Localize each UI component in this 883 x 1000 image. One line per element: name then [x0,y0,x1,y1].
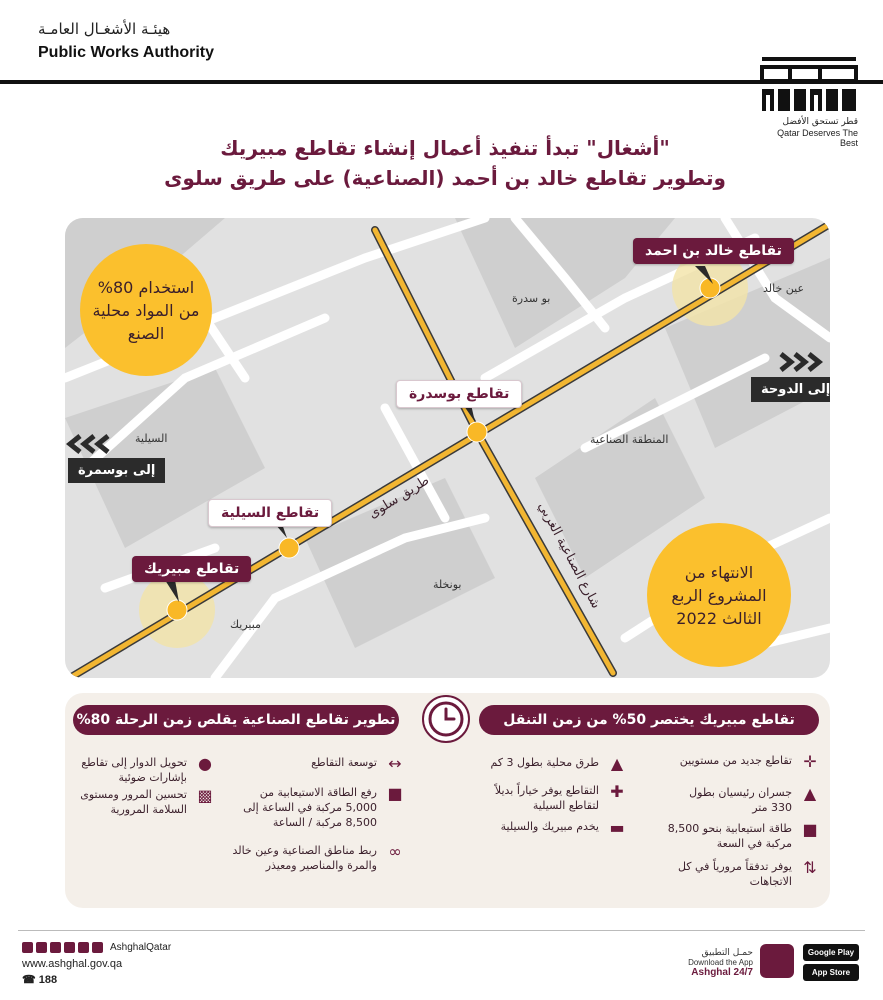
direction-doha: إلى الدوحة [751,377,830,402]
header [0,0,883,82]
info-item [665,859,820,889]
linkedin-icon[interactable] [78,942,89,953]
road-icon: ▲ [610,754,624,773]
place-ain-khaled: عين خالد [763,282,805,295]
info-item-text: توسعة التقاطع [311,756,377,769]
page-title [150,133,740,193]
interchange-dot [467,422,487,442]
phone-number: ☎ 188 [22,974,58,986]
info-item [75,755,215,785]
info-item [477,783,627,813]
info-panel [65,693,830,908]
download-arabic: حمـل التطبيق [701,948,753,958]
car-icon: ▬ [609,818,625,837]
traffic-light-icon: ● [198,754,212,773]
tag-busidra-interchange: تقاطع بوسدرة [396,380,522,408]
instagram-icon[interactable] [36,942,47,953]
chevron-right-icon [777,352,823,372]
download-english: Download the App [688,958,753,967]
local-materials-badge [80,244,212,376]
app-icon[interactable] [760,944,794,978]
interchange-dot [167,600,187,620]
youtube-icon[interactable] [92,942,103,953]
ashghal-logo-icon [760,55,858,113]
direction-abu-samra: إلى بوسمرة [68,458,165,483]
title-line-2: وتطوير تقاطع خالد بن أحمد (الصناعية) على طريق سلوى [164,166,726,190]
website-link[interactable]: www.ashghal.gov.qa [22,958,123,970]
org-name-english: Public Works Authority [38,44,215,61]
project-map [65,218,830,678]
app-name: Ashghal 24/7 [691,967,753,978]
info-item [230,843,405,873]
google-play-button[interactable]: Google Play [803,944,859,961]
app-store-button[interactable]: App Store [803,964,859,981]
place-bu-sidra: بو سدرة [512,292,551,305]
interchange-dot [279,538,299,558]
info-item [665,753,820,771]
info-item-text: يوفر تدفقاً مرورياً في كل الاتجاهات [677,860,792,888]
footer-rule [18,930,865,931]
junction-icon: ✚ [610,782,624,801]
interchange-icon: ✛ [803,752,817,771]
info-item-text: طرق محلية بطول 3 كم [490,756,599,769]
info-item [230,785,405,830]
bar-chart-icon: ▩ [197,786,213,805]
road-label-industrial-west: شارع الصناعية الغربي [534,499,604,612]
info-item-text: التقاطع يوفر خياراً بديلاً لتقاطع السيلية [494,784,599,812]
ashghal-brand [758,55,858,148]
tag-mebaireek-interchange: تقاطع مبيريك [132,556,251,582]
cars-icon: ■ [387,784,403,803]
download-app [668,948,753,978]
info-item-text: تحويل الدوار إلى تقاطع بإشارات ضوئية [81,756,187,784]
info-item [230,755,405,773]
place-sailiya: السيلية [135,432,168,445]
info-item [75,787,215,817]
info-item [477,819,627,837]
place-mebaireek: مبيريك [230,618,261,631]
tag-khalid-bin-ahmed-interchange: تقاطع خالد بن احمد [633,238,794,264]
title-line-1: "أشغال" تبدأ تنفيذ أعمال إنشاء تقاطع مبيريك [220,136,670,160]
info-item-text: ربط مناطق الصناعية وعين خالد والمرة والمناصير ومعيذر [232,844,377,872]
info-item-text: جسران رئيسيان بطول 330 متر [689,786,792,814]
clock-icon [422,695,470,743]
facebook-icon[interactable] [50,942,61,953]
tag-sailiya-interchange: تقاطع السيلية [208,499,332,527]
link-icon: ∞ [388,842,402,861]
completion-badge [647,523,791,667]
flow-icon: ⇅ [803,858,817,877]
industrial-panel-title: تطوير تقاطع الصناعية يقلص زمن الرحلة 80% [73,705,399,735]
info-item [665,785,820,815]
info-item-text: تحسين المرور ومستوى السلامة المرورية [80,788,187,816]
info-item [477,755,627,773]
bridge-road-icon: ▲ [803,784,817,803]
org-name-arabic: هيئـة الأشغـال العامـة [38,20,171,38]
snapchat-icon[interactable] [64,942,75,953]
header-rule [0,80,883,84]
place-bu-nakhla: بونخلة [433,578,462,591]
brand-tagline-english: Qatar Deserves The Best [777,128,858,148]
social-links [22,942,171,953]
mebaireek-panel-title: تقاطع مبيريك يختصر 50% من زمن التنقل [479,705,819,735]
double-arrow-icon: ↔ [388,754,402,773]
phone-value: 188 [38,974,58,986]
local-materials-text: استخدام 80% من المواد محلية الصنع [92,277,200,343]
info-item-text: طاقة استيعابية بنحو 8,500 مركبة في السعة [667,822,792,850]
completion-text: الانتهاء من المشروع الربع الثالث 2022 [671,562,767,628]
info-item-text: تقاطع جديد من مستويين [679,754,792,767]
brand-tagline-arabic: قطر تستحق الأفضل [782,117,858,127]
info-item-text: يخدم مبيريك والسيلية [500,820,599,833]
place-industrial-area: المنطقة الصناعية [590,433,669,446]
info-item-text: رفع الطاقة الاستيعابية من 5,000 مركبة في الساعة إلى 8,500 مركبة / الساعة [243,786,377,829]
cars-icon: ■ [802,820,818,839]
twitter-icon[interactable] [22,942,33,953]
social-handle: AshghalQatar [110,942,172,953]
info-item [665,821,820,851]
chevron-left-icon [66,434,112,454]
road-label-salwa: طريق سلوى [366,473,432,522]
